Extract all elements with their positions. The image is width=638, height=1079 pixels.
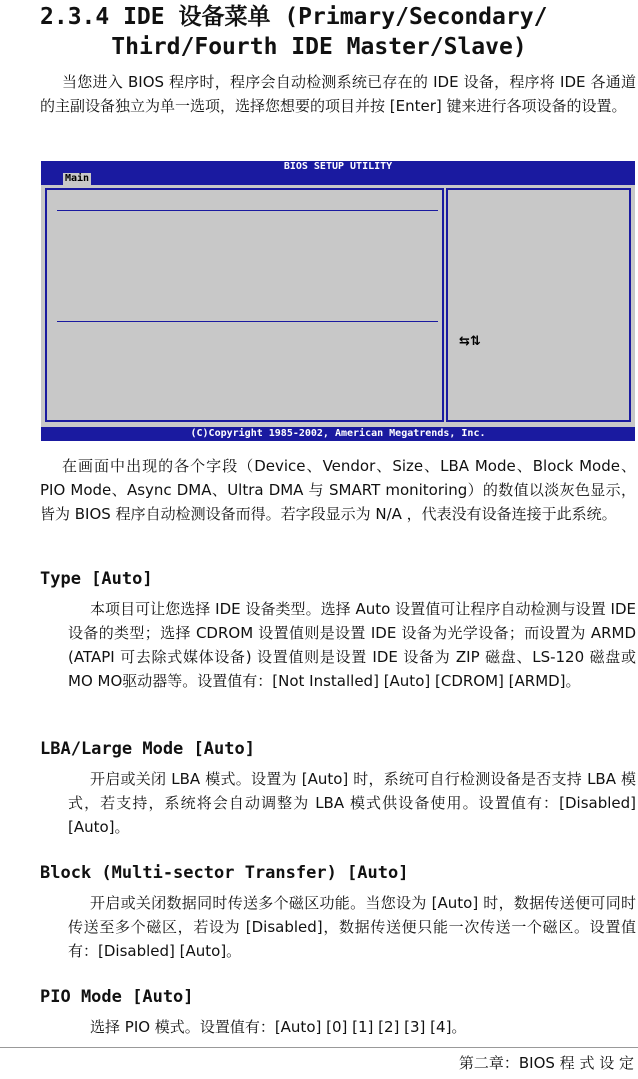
bios-title: BIOS SETUP UTILITY — [283, 161, 393, 172]
subsection-body-type: 本项目可让您选择 IDE 设备类型。选择 Auto 设置值可让程序自动检测与设置 IDE 设备的类型；选择 CDROM 设置值则是设置 IDE 设备为光学设备；而设置为 ARMD (ATAPI 可去除式媒体设备) 设置值则是设置 IDE 设备为 ZIP 磁盘、LS-120 磁盘或 MO MO驱动器等。设置值有：[Not Installed] [Auto] [CDROM] [ARMD]。 — [68, 600, 636, 690]
bios-help-panel — [446, 188, 631, 422]
field-description-paragraph: 在画面中出现的各个字段（Device、Vendor、Size、LBA Mode、Block Mode、PIO Mode、Async DMA、Ultra DMA 与 SMART monitoring）的数值以淡灰色显示，皆为 BIOS 程序自动检测设备而得。若字段显示为 N/A ，代表没有设备连接于此系统。 — [40, 457, 636, 523]
subsection-heading-type: Type [Auto] — [40, 569, 153, 589]
bios-copyright: (C)Copyright 1985-2002, American Megatrends, Inc. — [190, 428, 486, 439]
page-footer: 第二章：BIOS 程 式 设 定 — [458, 1054, 634, 1072]
bios-screenshot — [41, 161, 635, 441]
footer-divider — [0, 1047, 638, 1048]
navigation-arrows-icon: ⇆⇅ — [459, 334, 481, 349]
subsection-body-lba: 开启或关闭 LBA 模式。设置为 [Auto] 时，系统可自行检测设备是否支持 LBA 模式，若支持，系统将会自动调整为 LBA 模式供设备使用。设置值有：[Disabled] [Auto]。 — [68, 770, 636, 836]
bios-footer-bar — [41, 427, 635, 441]
section-title-line2: Third/Fourth IDE Master/Slave) — [111, 34, 527, 60]
subsection-body-block: 开启或关闭数据同时传送多个磁区功能。当您设为 [Auto] 时，数据传送便可同时传送至多个磁区，若设为 [Disabled]，数据传送便只能一次传送一个磁区。设置值有：[Disabled] [Auto]。 — [68, 894, 636, 960]
bios-settings-panel — [45, 188, 444, 422]
subsection-body-pio: 选择 PIO 模式。设置值有：[Auto] [0] [1] [2] [3] [4]。 — [90, 1018, 467, 1036]
bios-divider — [57, 321, 438, 322]
subsection-heading-block: Block (Multi-sector Transfer) [Auto] — [40, 863, 409, 883]
subsection-heading-lba: LBA/Large Mode [Auto] — [40, 739, 255, 759]
subsection-heading-pio: PIO Mode [Auto] — [40, 987, 194, 1007]
intro-paragraph: 当您进入 BIOS 程序时，程序会自动检测系统已存在的 IDE 设备，程序将 IDE 各通道的主副设备独立为单一选项，选择您想要的项目并按 [Enter] 键来进行各项设备的设置。 — [40, 73, 636, 115]
bios-tab-main: Main — [65, 173, 90, 184]
section-title-line1: 2.3.4 IDE 设备菜单 (Primary/Secondary/ — [40, 4, 548, 30]
bios-title-bar — [41, 161, 635, 185]
bios-divider — [57, 210, 438, 211]
